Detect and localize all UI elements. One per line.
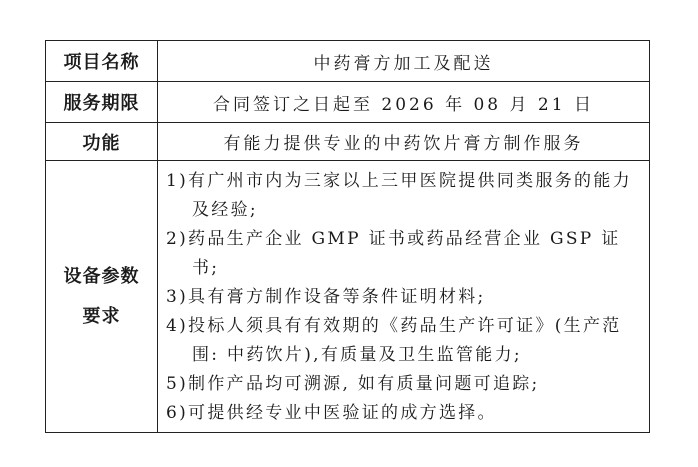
table-row-project-name bbox=[46, 41, 650, 82]
requirement-item: 3)具有膏方制作设备等条件证明材料; bbox=[166, 287, 486, 307]
value-function: 有能力提供专业的中药饮片膏方制作服务 bbox=[158, 123, 650, 161]
label-function: 功能 bbox=[46, 123, 158, 161]
table-row-function bbox=[46, 123, 650, 161]
requirement-item: 1)有广州市内为三家以上三甲医院提供同类服务的能力及经验; bbox=[166, 171, 632, 220]
table-row-requirements bbox=[46, 161, 650, 433]
label-requirements-line1: 设备参数 bbox=[63, 265, 140, 287]
requirement-item: 2)药品生产企业 GMP 证书或药品经营企业 GSP 证书; bbox=[166, 229, 621, 278]
label-project-name: 项目名称 bbox=[46, 41, 158, 82]
value-requirements bbox=[158, 161, 650, 433]
spec-table bbox=[45, 40, 650, 433]
label-requirements-line2: 要求 bbox=[82, 305, 121, 327]
requirement-item: 4)投标人须具有有效期的《药品生产许可证》(生产范围: 中药饮片),有质量及卫生监管能力; bbox=[166, 316, 622, 365]
label-service-period: 服务期限 bbox=[46, 82, 158, 123]
label-requirements bbox=[46, 161, 158, 433]
table-row-service-period bbox=[46, 82, 650, 123]
requirement-item: 6)可提供经专业中医验证的成方选择。 bbox=[166, 403, 497, 423]
requirement-item: 5)制作产品均可溯源, 如有质量问题可追踪; bbox=[166, 374, 540, 394]
value-service-period: 合同签订之日起至 2026 年 08 月 21 日 bbox=[158, 82, 650, 123]
requirements-list bbox=[158, 161, 649, 432]
value-project-name: 中药膏方加工及配送 bbox=[158, 41, 650, 82]
